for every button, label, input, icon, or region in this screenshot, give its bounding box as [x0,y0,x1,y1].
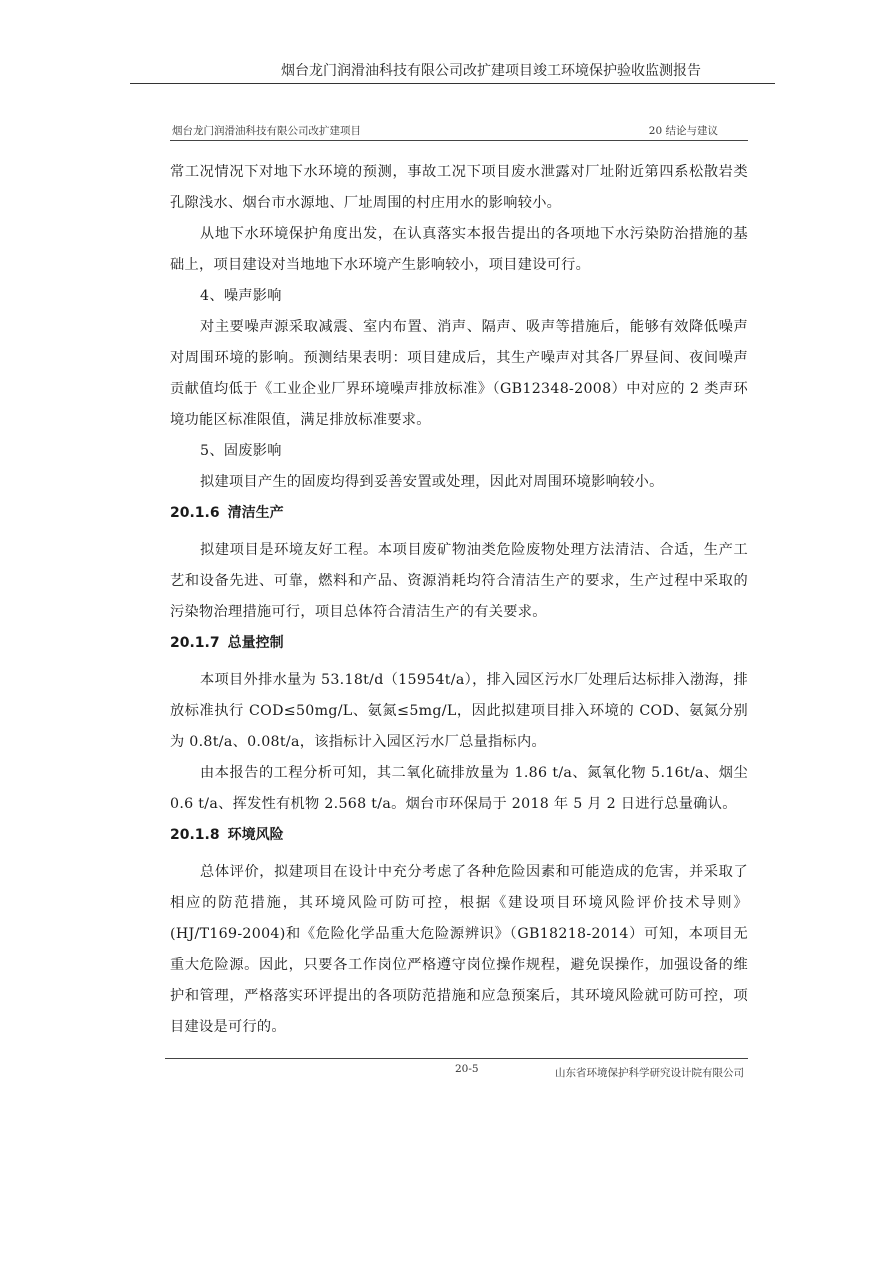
section-number: 20.1.8 [170,827,220,843]
page-header-chapter: 20 结论与建议 [648,125,718,137]
page-header-project: 烟台龙门润滑油科技有限公司改扩建项目 [172,125,361,137]
footer-organization: 山东省环境保护科学研究设计院有限公司 [555,1067,744,1079]
page-header [170,121,748,141]
paragraph-solid-waste: 拟建项目产生的固废均得到妥善安置或处理，因此对周围环境影响较小。 [200,474,664,490]
section-title: 环境风险 [227,827,284,843]
section-heading-environmental-risk [170,820,748,851]
paragraph-clean-production: 拟建项目是环境友好工程。本项目废矿物油类危险废物处理方法清洁、合适，生产工艺和设备先进、可靠，燃料和产品、资源消耗均符合清洁生产的要求，生产过程中采取的污染物治理措施可行，项目总体符合清洁生产的有关要求。 [170,542,748,620]
section-title: 清洁生产 [227,505,284,521]
page-body [170,157,748,1043]
section-heading-total-control [170,628,748,659]
paragraph-groundwater-prediction: 常工况情况下对地下水环境的预测，事故工况下项目废水泄露对厂址附近第四系松散岩类孔隙浅水、烟台市水源地、厂址周围的村庄用水的影响较小。 [170,164,748,211]
paragraph-wastewater-total: 本项目外排水量为 53.18t/d（15954t/a），排入园区污水厂处理后达标排入渤海，排放标准执行 COD≤50mg/L、氨氮≤5mg/L，因此拟建项目排入环境的 COD、氨氮分别为 0.8t/a、0.08t/a，该指标计入园区污水厂总量指标内。 [170,672,748,750]
paragraph-noise: 对主要噪声源采取减震、室内布置、消声、隔声、吸声等措施后，能够有效降低噪声对周围环境的影响。预测结果表明：项目建成后，其生产噪声对其各厂界昼间、夜间噪声贡献值均低于《工业企业厂界环境噪声排放标准》（GB12348-2008）中对应的 2 类声环境功能区标准限值，满足排放标准要求。 [170,319,748,428]
section-title: 总量控制 [227,635,284,651]
report-header-title: 烟台龙门润滑油科技有限公司改扩建项目竣工环境保护验收监测报告 [281,63,701,79]
paragraph-groundwater-conclusion: 从地下水环境保护角度出发，在认真落实本报告提出的各项地下水污染防治措施的基础上，项目建设对当地地下水环境产生影响较小，项目建设可行。 [170,226,748,273]
item-noise-heading: 4、噪声影响 [200,288,282,304]
paragraph-air-total: 由本报告的工程分析可知，其二氧化硫排放量为 1.86 t/a、氮氧化物 5.16t/a、烟尘 0.6 t/a、挥发性有机物 2.568 t/a。烟台市环保局于 2018 年 5 月 2 日进行总量确认。 [170,765,748,812]
paragraph-environmental-risk: 总体评价，拟建项目在设计中充分考虑了各种危险因素和可能造成的危害，并采取了相应的防范措施，其环境风险可防可控，根据《建设项目环境风险评价技术导则》(HJ/T169-2004)和《危险化学品重大危险源辨识》（GB18218-2014）可知，本项目无重大危险源。因此，只要各工作岗位严格遵守岗位操作规程，避免误操作，加强设备的维护和管理，严格落实环评提出的各项防范措施和应急预案后，其环境风险就可防可控，项目建设是可行的。 [170,864,748,1035]
page-number: 20-5 [455,1063,479,1075]
report-header [130,62,775,84]
item-solid-waste-heading: 5、固废影响 [200,443,282,459]
section-number: 20.1.6 [170,505,220,521]
section-number: 20.1.7 [170,635,220,651]
page-footer [165,1058,748,1083]
section-heading-clean-production [170,498,748,529]
